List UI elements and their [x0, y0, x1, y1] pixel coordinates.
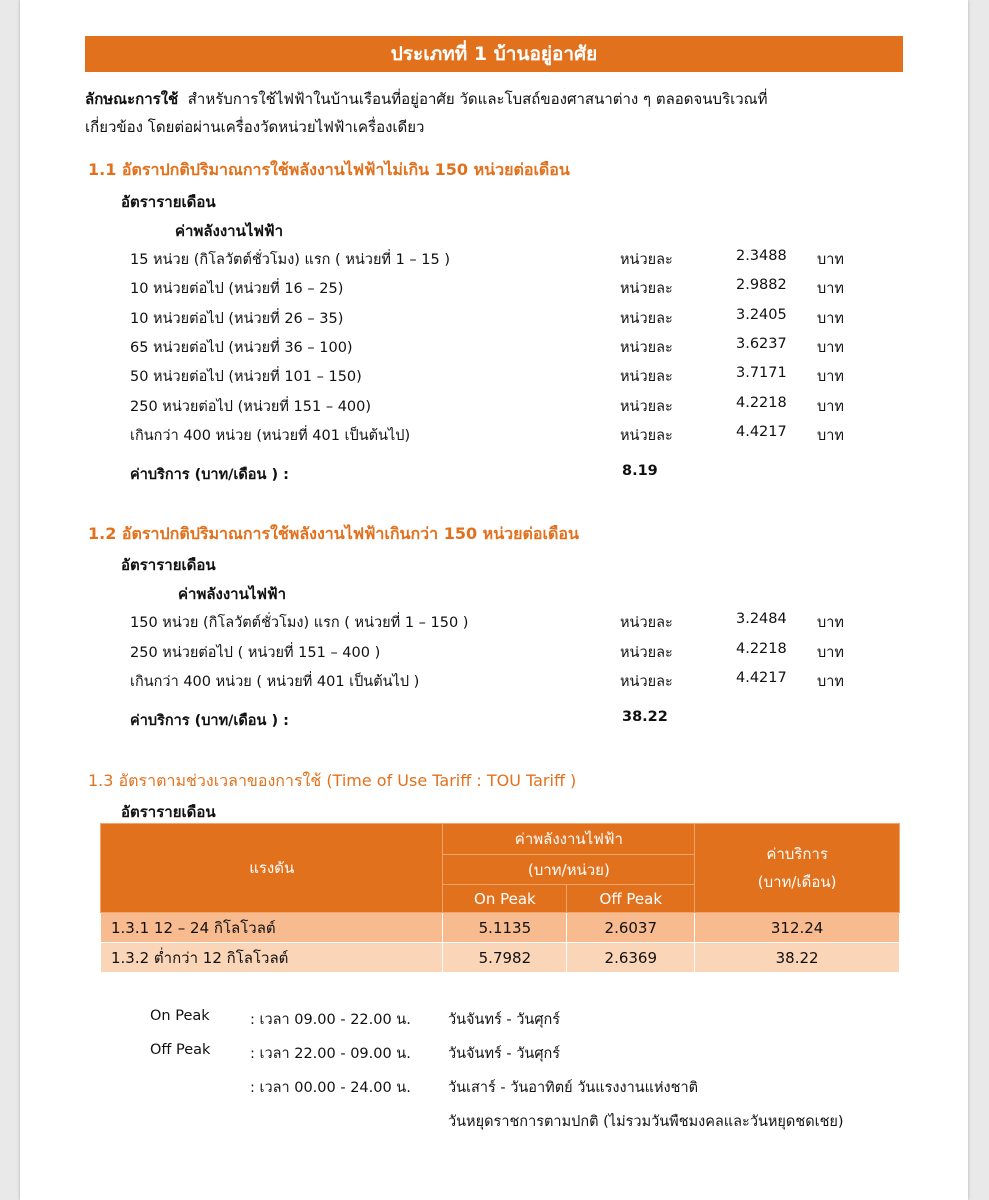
currency-unit: บาท: [817, 281, 844, 298]
currency-unit: บาท: [817, 615, 844, 631]
rate-value: 4.4217: [736, 423, 787, 440]
tou-tariff-table: [100, 823, 900, 973]
rate-description: 15 หน่วย (กิโลวัตต์ชั่วโมง) แรก ( หน่วยที่ 1 – 15 ): [130, 252, 451, 268]
header-energy-unit: (บาท/หน่วย): [443, 855, 695, 885]
per-unit-label: หน่วยละ: [620, 674, 673, 690]
rate-description: 150 หน่วย (กิโลวัตต์ชั่วโมง) แรก ( หน่วยที่ 1 – 150 ): [130, 615, 469, 631]
per-unit-label: หน่วยละ: [620, 281, 673, 298]
usage-text-1: สำหรับการใช้ไฟฟ้าในบ้านเรือนที่อยู่อาศัย วัดและโบสถ์ของศาสนาต่าง ๆ ตลอดจนบริเวณที่: [187, 90, 768, 108]
per-unit-label: หน่วยละ: [620, 398, 673, 415]
currency-unit: บาท: [817, 339, 844, 356]
per-unit-label: หน่วยละ: [620, 369, 673, 386]
header-service-charge: [695, 824, 900, 913]
section-1-2-energy-label: ค่าพลังงานไฟฟ้า: [178, 585, 287, 603]
rate-value: 3.2405: [736, 306, 787, 323]
section-1-3-monthly-label: อัตรารายเดือน: [121, 803, 216, 821]
legend-on-peak-time: : เวลา 09.00 - 22.00 น.: [250, 1012, 411, 1028]
voltage-cell: 1.3.1 12 – 24 กิโลโวลต์: [101, 913, 443, 943]
per-unit-label: หน่วยละ: [620, 615, 673, 631]
rate-value: 3.6237: [736, 335, 787, 352]
per-unit-label: หน่วยละ: [620, 252, 673, 268]
page-title: ประเภทที่ 1 บ้านอยู่อาศัย: [390, 43, 598, 65]
rate-description: 50 หน่วยต่อไป (หน่วยที่ 101 – 150): [130, 369, 362, 386]
section-1-1-title: 1.1 อัตราปกติปริมาณการใช้พลังงานไฟฟ้าไม่เกิน 150 หน่วยต่อเดือน: [88, 160, 570, 179]
legend-off-peak-time-2: : เวลา 00.00 - 24.00 น.: [250, 1080, 411, 1096]
rate-description: เกินกว่า 400 หน่วย ( หน่วยที่ 401 เป็นต้นไป ): [130, 674, 420, 690]
section-1-2-service-value: 38.22: [622, 709, 668, 725]
per-unit-label: หน่วยละ: [620, 339, 673, 356]
on-peak-cell: 5.7982: [443, 943, 567, 973]
rate-description: 250 หน่วยต่อไป (หน่วยที่ 151 – 400): [130, 398, 372, 415]
header-service-charge-line-2: (บาท/เดือน): [757, 873, 837, 891]
header-voltage: แรงดัน: [101, 824, 443, 913]
per-unit-label: หน่วยละ: [620, 427, 673, 444]
legend-off-peak-days: วันจันทร์ - วันศุกร์: [448, 1046, 561, 1062]
rate-value: 3.7171: [736, 365, 787, 382]
section-1-3-title: 1.3 อัตราตามช่วงเวลาของการใช้ (Time of Use Tariff : TOU Tariff ): [88, 771, 577, 790]
legend-on-peak-days: วันจันทร์ - วันศุกร์: [448, 1012, 561, 1028]
off-peak-cell: 2.6369: [567, 943, 695, 973]
currency-unit: บาท: [817, 398, 844, 415]
rate-description: 250 หน่วยต่อไป ( หน่วยที่ 151 – 400 ): [130, 644, 381, 661]
header-on-peak: On Peak: [443, 885, 567, 913]
currency-unit: บาท: [817, 674, 844, 690]
section-1-1-monthly-label: อัตรารายเดือน: [121, 193, 216, 211]
currency-unit: บาท: [817, 427, 844, 444]
legend-off-peak-days-2: วันเสาร์ - วันอาทิตย์ วันแรงงานแห่งชาติ: [448, 1080, 699, 1096]
on-peak-cell: 5.1135: [443, 913, 567, 943]
voltage-cell: 1.3.2 ต่ำกว่า 12 กิโลโวลต์: [101, 943, 443, 973]
usage-description-line-2: [85, 114, 425, 140]
section-1-2-title: 1.2 อัตราปกติปริมาณการใช้พลังงานไฟฟ้าเกินกว่า 150 หน่วยต่อเดือน: [88, 524, 579, 543]
currency-unit: บาท: [817, 369, 844, 386]
legend-off-peak-days-3: วันหยุดราชการตามปกติ (ไม่รวมวันพืชมงคลและวันหยุดชดเชย): [448, 1114, 844, 1130]
currency-unit: บาท: [817, 252, 844, 268]
header-energy-charge: ค่าพลังงานไฟฟ้า: [443, 824, 695, 855]
legend-off-peak-time: : เวลา 22.00 - 09.00 น.: [250, 1046, 411, 1062]
header-service-charge-line-1: ค่าบริการ: [766, 845, 828, 863]
service-cell: 312.24: [695, 913, 900, 943]
legend-off-peak-label: Off Peak: [150, 1042, 211, 1058]
usage-text-2: เกี่ยวข้อง โดยต่อผ่านเครื่องวัดหน่วยไฟฟ้าเครื่องเดียว: [85, 118, 425, 136]
rate-description: 10 หน่วยต่อไป (หน่วยที่ 26 – 35): [130, 310, 344, 327]
table-row: [101, 913, 900, 943]
table-row: [101, 943, 900, 973]
off-peak-cell: 2.6037: [567, 913, 695, 943]
rate-description: เกินกว่า 400 หน่วย (หน่วยที่ 401 เป็นต้นไป): [130, 427, 411, 444]
per-unit-label: หน่วยละ: [620, 310, 673, 327]
section-1-2-service-label: ค่าบริการ (บาท/เดือน ) :: [130, 713, 289, 729]
section-1-1-energy-label: ค่าพลังงานไฟฟ้า: [175, 222, 284, 240]
rate-description: 10 หน่วยต่อไป (หน่วยที่ 16 – 25): [130, 281, 344, 298]
usage-label: ลักษณะการใช้: [85, 90, 179, 108]
rate-value: 2.9882: [736, 277, 787, 294]
rate-value: 4.2218: [736, 640, 787, 657]
currency-unit: บาท: [817, 644, 844, 661]
page-title-banner: [85, 36, 903, 72]
usage-description-line-1: [85, 86, 767, 112]
legend-on-peak-label: On Peak: [150, 1008, 210, 1024]
rate-value: 2.3488: [736, 248, 787, 264]
document-page: [20, 0, 968, 1200]
rate-description: 65 หน่วยต่อไป (หน่วยที่ 36 – 100): [130, 339, 353, 356]
section-1-1-service-value: 8.19: [622, 463, 658, 479]
rate-value: 3.2484: [736, 611, 787, 627]
header-off-peak: Off Peak: [567, 885, 695, 913]
rate-value: 4.2218: [736, 394, 787, 411]
rate-value: 4.4217: [736, 670, 787, 686]
service-cell: 38.22: [695, 943, 900, 973]
section-1-2-monthly-label: อัตรารายเดือน: [121, 556, 216, 574]
section-1-1-service-label: ค่าบริการ (บาท/เดือน ) :: [130, 467, 289, 483]
currency-unit: บาท: [817, 310, 844, 327]
per-unit-label: หน่วยละ: [620, 644, 673, 661]
